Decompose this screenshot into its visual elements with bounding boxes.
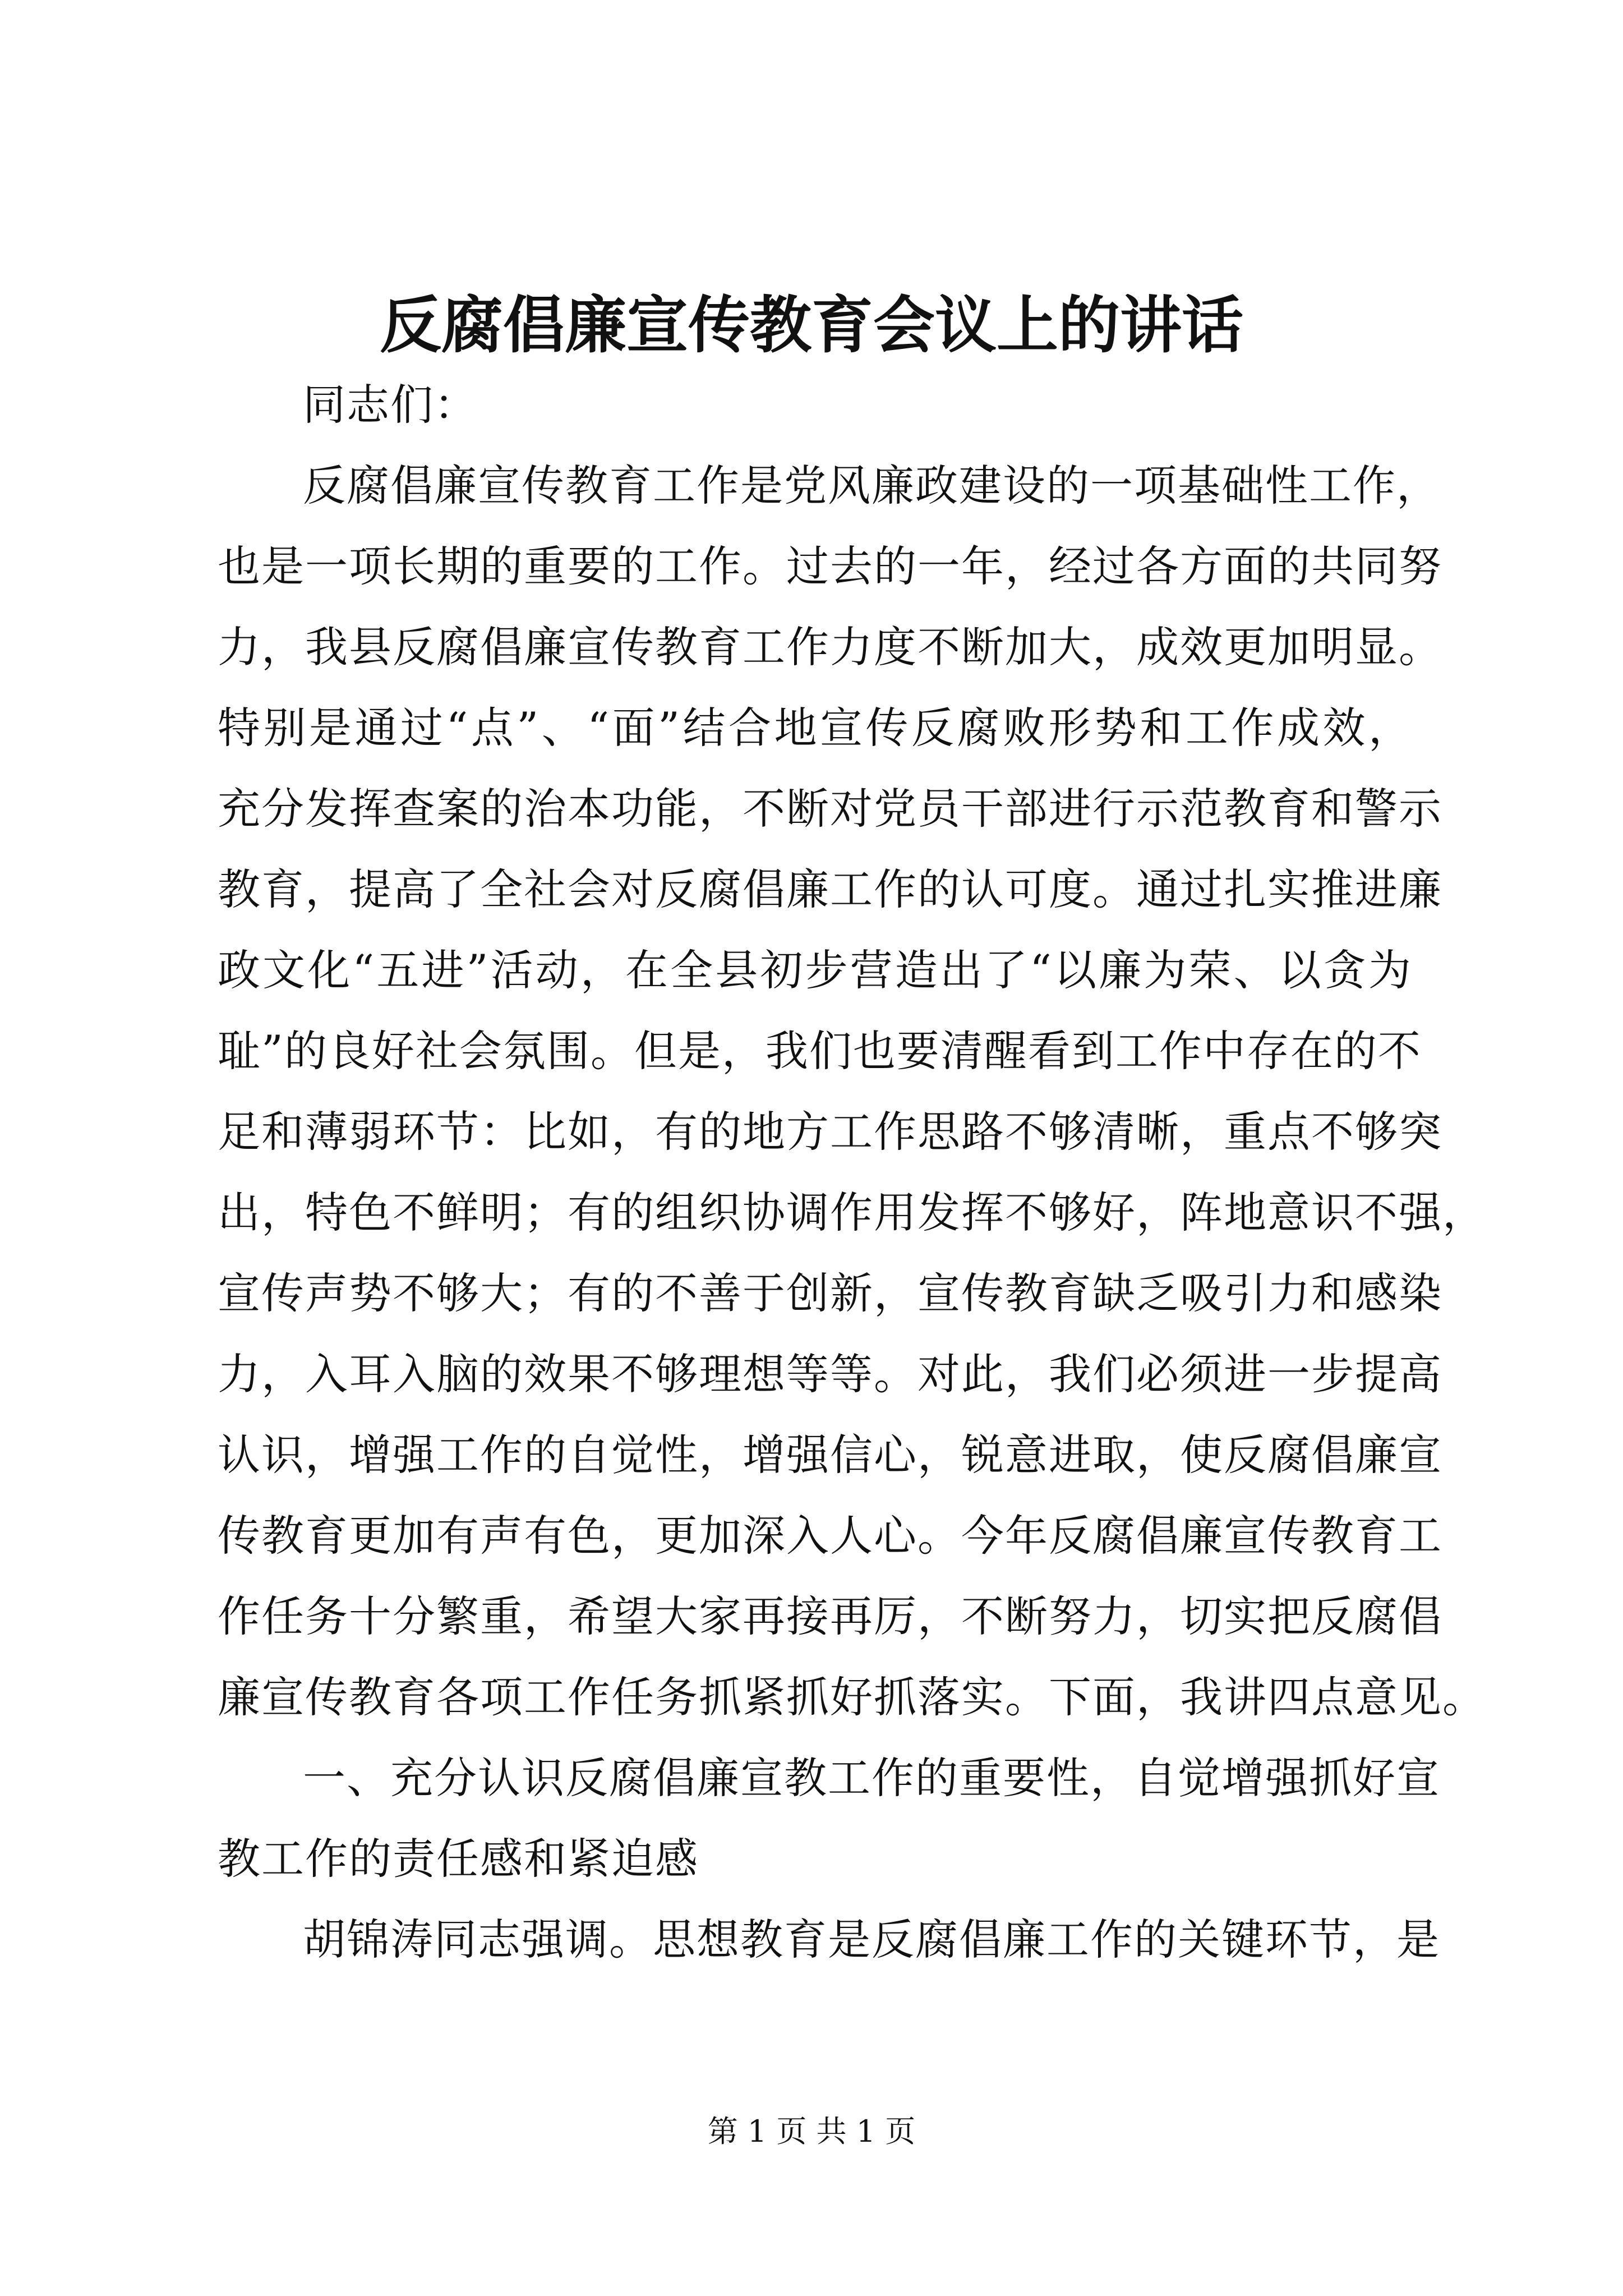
text-line: 一、充分认识反腐倡廉宣教工作的重要性，自觉增强抓好宣 [303,1753,1440,1803]
text-line: 廉宣传教育各项工作任务抓紧抓好抓落实。下面，我讲四点意见。 [218,1672,1486,1722]
text-line: 政文化“五进”活动，在全县初步营造出了“以廉为荣、以贪为 [218,945,1412,995]
text-line: 也是一项长期的重要的工作。过去的一年，经过各方面的共同努 [218,541,1442,591]
text-line: 充分发挥查案的治本功能，不断对党员干部进行示范教育和警示 [218,784,1442,834]
text-line: 认识，增强工作的自觉性，增强信心，锐意进取，使反腐倡廉宣 [218,1430,1442,1480]
text-line: 胡锦涛同志强调。思想教育是反腐倡廉工作的关键环节，是 [303,1915,1440,1964]
document-title: 反腐倡廉宣传教育会议上的讲话 [380,289,1243,361]
text-line: 出，特色不鲜明；有的组织协调作用发挥不够好，阵地意识不强， [218,1188,1486,1237]
text-line: 力，我县反腐倡廉宣传教育工作力度不断加大，成效更加明显。 [218,622,1442,672]
page-footer: 第 1 页 共 1 页 [707,2114,916,2149]
document-body [218,365,1486,1980]
text-line: 作任务十分繁重，希望大家再接再厉，不断努力，切实把反腐倡 [218,1591,1442,1641]
text-line: 特别是通过“点”、“面”结合地宣传反腐败形势和工作成效， [218,703,1412,753]
text-line: 同志们： [303,380,478,430]
text-line: 耻”的良好社会氛围。但是，我们也要清醒看到工作中存在的不 [218,1026,1422,1076]
text-line: 足和薄弱环节：比如，有的地方工作思路不够清晰，重点不够突 [218,1107,1442,1157]
text-line: 宣传声势不够大；有的不善于创新，宣传教育缺乏吸引力和感染 [218,1268,1442,1318]
text-line: 传教育更加有声有色，更加深入人心。今年反腐倡廉宣传教育工 [218,1511,1442,1561]
text-line: 教工作的责任感和紧迫感 [218,1834,699,1884]
text-line: 力，入耳入脑的效果不够理想等等。对此，我们必须进一步提高 [218,1349,1442,1399]
text-line: 反腐倡廉宣传教育工作是党风廉政建设的一项基础性工作， [303,461,1440,510]
text-line: 教育，提高了全社会对反腐倡廉工作的认可度。通过扎实推进廉 [218,864,1442,914]
